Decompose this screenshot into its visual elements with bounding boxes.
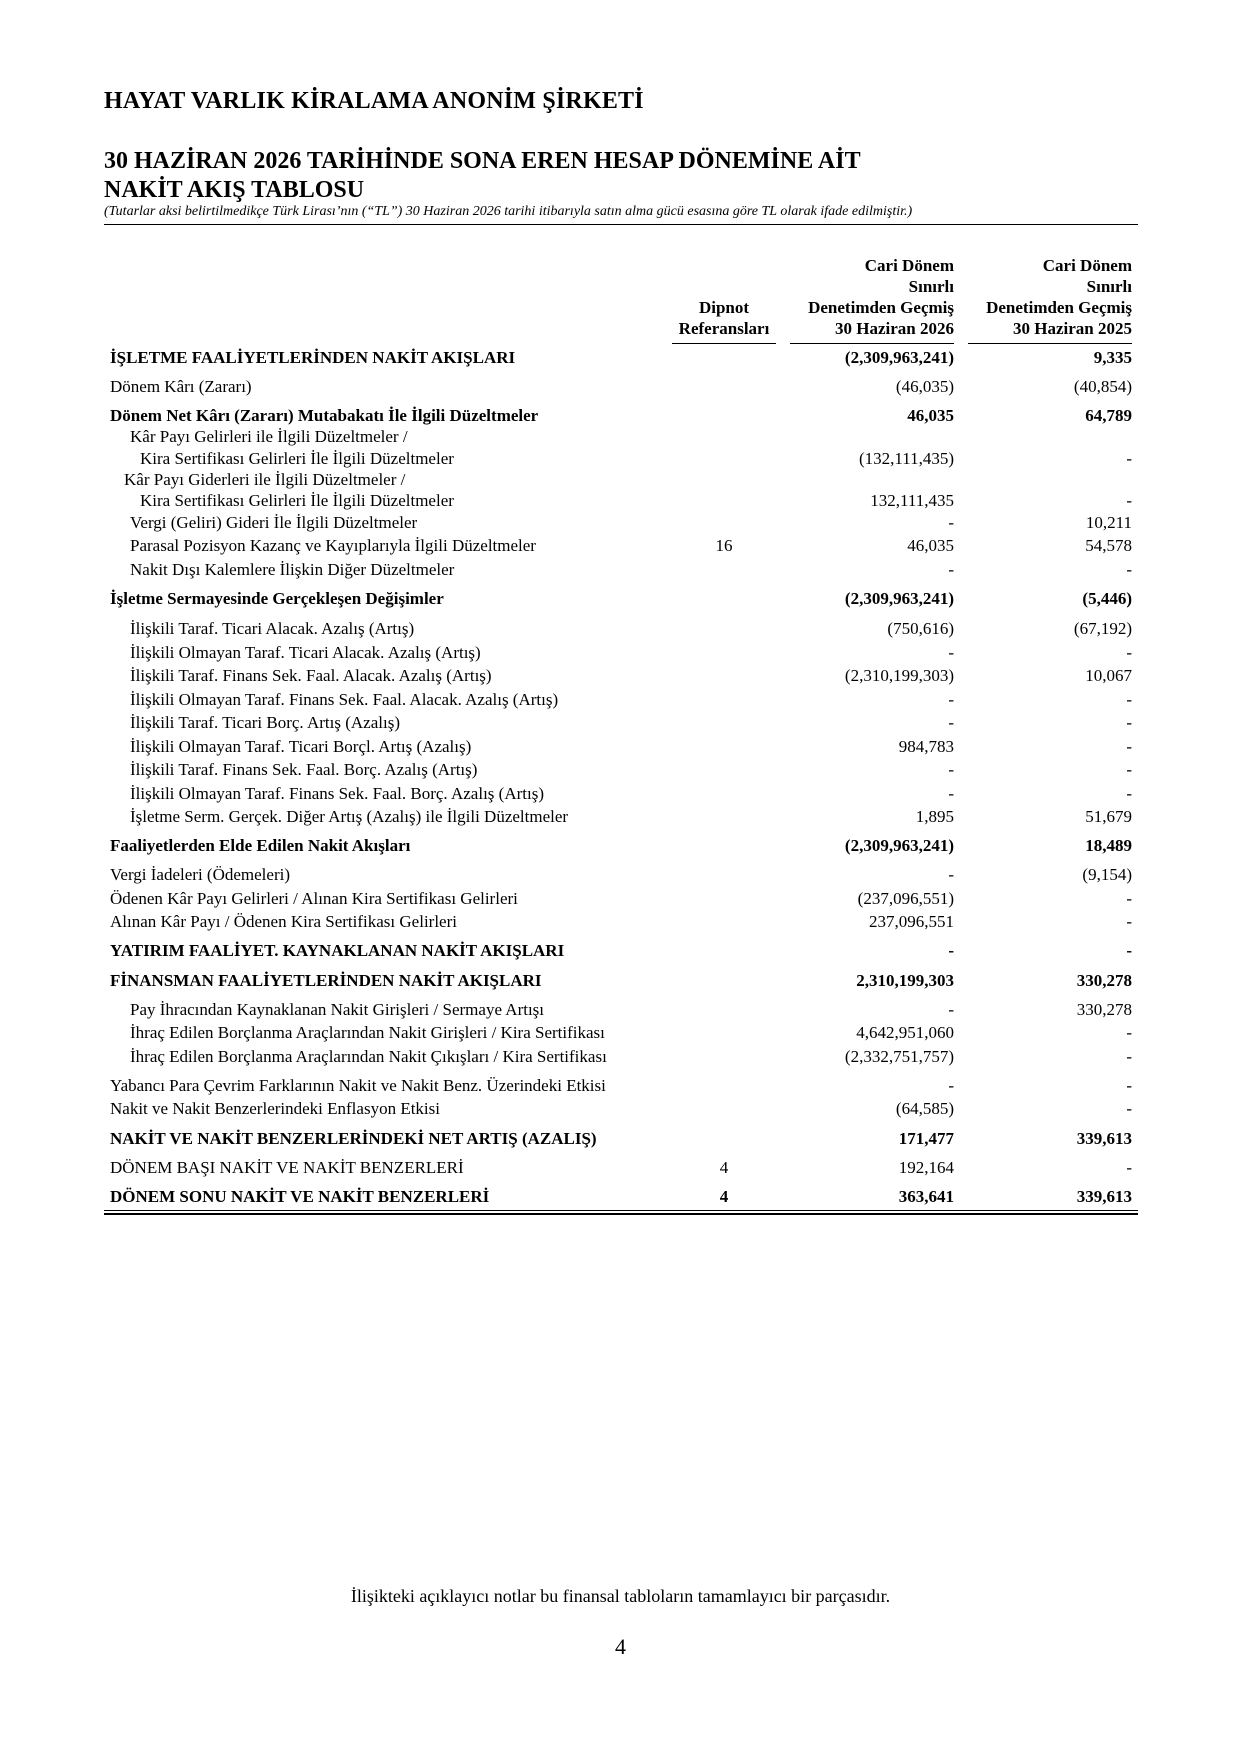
row-value-2025: 339,613: [1076, 1187, 1132, 1206]
row-value-2026: (2,309,963,241): [844, 348, 954, 367]
row-label: Pay İhracından Kaynaklanan Nakit Girişleri / Sermaye Artışı: [130, 1000, 545, 1019]
row-value-2025: -: [1126, 889, 1132, 908]
row-value-2026: -: [948, 513, 954, 532]
row-label: Yabancı Para Çevrim Farklarının Nakit ve Nakit Benz. Üzerindeki Etkisi: [110, 1076, 606, 1095]
row-label: İlişkili Olmayan Taraf. Finans Sek. Faal. Borç. Azalış (Artış): [130, 784, 544, 803]
row-label: İlişkili Taraf. Finans Sek. Faal. Alacak. Azalış (Artış): [130, 666, 492, 685]
row-value-2026: (750,616): [887, 619, 954, 638]
row-label: Kâr Payı Giderleri ile İlgili Düzeltmeler /: [124, 470, 406, 489]
table-row: [0, 1186, 1241, 1208]
table-row: [0, 448, 1241, 470]
row-label: Alınan Kâr Payı / Ödenen Kira Sertifikası Gelirleri: [110, 912, 457, 931]
table-row: [0, 970, 1241, 992]
column-header-underline: [790, 343, 954, 344]
row-value-2026: -: [948, 690, 954, 709]
table-row: [0, 940, 1241, 962]
row-label: Nakit ve Nakit Benzerlerindeki Enflasyon Etkisi: [110, 1099, 440, 1118]
column-header-underline: [672, 343, 776, 344]
table-row: [0, 1128, 1241, 1150]
table-row: [0, 588, 1241, 610]
company-name: HAYAT VARLIK KİRALAMA ANONİM ŞİRKETİ: [104, 88, 644, 114]
row-label: İlişkili Olmayan Taraf. Ticari Borçl. Artış (Azalış): [130, 737, 472, 756]
row-label: İlişkili Taraf. Ticari Borç. Artış (Azalış): [130, 713, 400, 732]
row-value-2025: -: [1126, 713, 1132, 732]
table-row: [0, 665, 1241, 687]
table-row: [0, 736, 1241, 758]
table-row: [0, 835, 1241, 857]
table-row: [0, 783, 1241, 805]
row-value-2025: -: [1126, 784, 1132, 803]
row-value-2025: -: [1126, 1158, 1132, 1177]
row-value-2025: -: [1126, 1076, 1132, 1095]
row-value-2025: 339,613: [1076, 1129, 1132, 1148]
row-value-2025: 10,211: [1085, 513, 1132, 532]
table-row: [0, 1098, 1241, 1120]
row-ref: 16: [715, 536, 733, 555]
row-value-2025: 9,335: [1093, 348, 1132, 367]
row-value-2026: 1,895: [915, 807, 954, 826]
statement-title-line2: NAKİT AKIŞ TABLOSU: [104, 177, 365, 203]
row-label: Ödenen Kâr Payı Gelirleri / Alınan Kira Sertifikası Gelirleri: [110, 889, 518, 908]
table-row: [0, 911, 1241, 933]
row-value-2025: -: [1126, 912, 1132, 931]
row-value-2025: -: [1126, 690, 1132, 709]
row-value-2026: -: [948, 784, 954, 803]
row-value-2025: 10,067: [1085, 666, 1132, 685]
row-value-2025: -: [1126, 1099, 1132, 1118]
row-value-2026: -: [948, 941, 954, 960]
row-value-2026: 2,310,199,303: [856, 971, 954, 990]
statement-title-line1: 30 HAZİRAN 2026 TARİHİNDE SONA EREN HESAP DÖNEMİNE AİT: [104, 148, 861, 174]
table-row: [0, 1075, 1241, 1097]
row-value-2025: (9,154): [1082, 865, 1132, 884]
table-row: [0, 1022, 1241, 1044]
table-row: [0, 376, 1241, 398]
row-value-2026: (2,332,751,757): [844, 1047, 954, 1066]
row-value-2026: (2,309,963,241): [844, 589, 954, 608]
column-header-text: Cari Dönem: [864, 256, 954, 275]
row-value-2026: (64,585): [895, 1099, 954, 1118]
table-row: [0, 689, 1241, 711]
row-label: Vergi İadeleri (Ödemeleri): [110, 865, 290, 884]
column-header-2026: [780, 255, 954, 339]
row-value-2026: (132,111,435): [858, 449, 954, 468]
row-label: Dönem Net Kârı (Zararı) Mutabakatı İle İlgili Düzeltmeler: [110, 406, 539, 425]
column-header-text: Sınırlı: [908, 277, 954, 296]
column-header-text: 30 Haziran 2025: [1013, 319, 1132, 338]
row-label: FİNANSMAN FAALİYETLERİNDEN NAKİT AKIŞLARI: [110, 971, 542, 990]
row-ref: 4: [719, 1158, 729, 1177]
column-header-text: Sınırlı: [1086, 277, 1132, 296]
table-row: [0, 469, 1241, 491]
row-value-2025: -: [1126, 941, 1132, 960]
row-value-2025: 18,489: [1085, 836, 1132, 855]
row-value-2025: (40,854): [1073, 377, 1132, 396]
table-row: [0, 1157, 1241, 1179]
row-ref: 4: [719, 1187, 729, 1206]
row-value-2026: -: [948, 760, 954, 779]
table-row: [0, 759, 1241, 781]
row-value-2026: 984,783: [898, 737, 954, 756]
row-label: İlişkili Olmayan Taraf. Ticari Alacak. Azalış (Artış): [130, 643, 481, 662]
row-value-2025: -: [1126, 560, 1132, 579]
row-value-2025: -: [1126, 449, 1132, 468]
row-value-2026: -: [948, 560, 954, 579]
row-value-2025: -: [1126, 760, 1132, 779]
table-row: [0, 806, 1241, 828]
table-row: [0, 712, 1241, 734]
row-value-2026: 171,477: [898, 1129, 954, 1148]
table-row: [0, 405, 1241, 427]
table-row: [0, 535, 1241, 557]
row-value-2026: 237,096,551: [869, 912, 954, 931]
row-label: NAKİT VE NAKİT BENZERLERİNDEKİ NET ARTIŞ (AZALIŞ): [110, 1129, 597, 1148]
row-value-2026: 46,035: [907, 406, 954, 425]
row-value-2025: -: [1126, 643, 1132, 662]
row-value-2025: -: [1126, 1047, 1132, 1066]
column-header-2025: [960, 255, 1132, 339]
row-value-2026: 46,035: [907, 536, 954, 555]
row-value-2025: 51,679: [1085, 807, 1132, 826]
row-label: İŞLETME FAALİYETLERİNDEN NAKİT AKIŞLARI: [110, 348, 516, 367]
currency-note: (Tutarlar aksi belirtilmedikçe Türk Lirası’nın (“TL”) 30 Haziran 2026 tarihi itibarıyla satın alma gücü esasına göre TL olarak ifade edilmiştir.): [104, 204, 913, 219]
column-header-text: Denetimden Geçmiş: [808, 298, 954, 317]
row-label: YATIRIM FAALİYET. KAYNAKLANAN NAKİT AKIŞLARI: [110, 941, 565, 960]
row-value-2025: 54,578: [1085, 536, 1132, 555]
row-label: İlişkili Taraf. Ticari Alacak. Azalış (Artış): [130, 619, 415, 638]
row-label: İşletme Sermayesinde Gerçekleşen Değişimler: [110, 589, 444, 608]
row-value-2026: 4,642,951,060: [856, 1023, 954, 1042]
column-header-text: Dipnot: [698, 298, 750, 317]
row-label: Kira Sertifikası Gelirleri İle İlgili Düzeltmeler: [140, 449, 454, 468]
row-value-2025: (5,446): [1082, 589, 1132, 608]
header-divider: [104, 224, 1138, 225]
row-value-2026: 363,641: [898, 1187, 954, 1206]
row-value-2026: (237,096,551): [857, 889, 954, 908]
row-value-2026: -: [948, 1076, 954, 1095]
column-header-dipnot: [672, 297, 776, 339]
column-header-text: 30 Haziran 2026: [835, 319, 954, 338]
row-label: Kira Sertifikası Gelirleri İle İlgili Düzeltmeler: [140, 491, 454, 510]
row-label: Dönem Kârı (Zararı): [110, 377, 252, 396]
footer-note: İlişikteki açıklayıcı notlar bu finansal tabloların tamamlayıcı bir parçasıdır.: [350, 1586, 891, 1606]
row-label: İlişkili Taraf. Finans Sek. Faal. Borç. Azalış (Artış): [130, 760, 478, 779]
row-label: Vergi (Geliri) Gideri İle İlgili Düzeltmeler: [130, 513, 418, 532]
table-bottom-rule: [104, 1213, 1138, 1215]
table-row: [0, 426, 1241, 448]
table-row: [0, 888, 1241, 910]
row-value-2025: 64,789: [1085, 406, 1132, 425]
row-label: İşletme Serm. Gerçek. Diğer Artış (Azalış) ile İlgili Düzeltmeler: [130, 807, 569, 826]
row-value-2026: (2,310,199,303): [844, 666, 954, 685]
row-value-2025: -: [1126, 1023, 1132, 1042]
row-value-2026: -: [948, 713, 954, 732]
row-value-2026: (46,035): [895, 377, 954, 396]
table-row: [0, 490, 1241, 512]
row-value-2026: -: [948, 1000, 954, 1019]
column-header-text: Denetimden Geçmiş: [986, 298, 1132, 317]
row-label: Kâr Payı Gelirleri ile İlgili Düzeltmeler /: [130, 427, 408, 446]
row-value-2026: -: [948, 865, 954, 884]
table-row: [0, 618, 1241, 640]
table-row: [0, 559, 1241, 581]
row-label: İhraç Edilen Borçlanma Araçlarından Nakit Çıkışları / Kira Sertifikası: [130, 1047, 607, 1066]
row-label: Nakit Dışı Kalemlere İlişkin Diğer Düzeltmeler: [130, 560, 455, 579]
row-value-2026: 192,164: [898, 1158, 954, 1177]
row-value-2026: -: [948, 643, 954, 662]
row-label: Parasal Pozisyon Kazanç ve Kayıplarıyla İlgili Düzeltmeler: [130, 536, 536, 555]
row-value-2026: 132,111,435: [870, 491, 954, 510]
row-value-2025: -: [1126, 491, 1132, 510]
table-row: [0, 512, 1241, 534]
page-number: 4: [615, 1634, 626, 1659]
table-row: [0, 347, 1241, 369]
row-value-2026: (2,309,963,241): [844, 836, 954, 855]
column-header-underline: [968, 343, 1132, 344]
column-header-text: Cari Dönem: [1042, 256, 1132, 275]
table-row: [0, 864, 1241, 886]
table-bottom-rule: [104, 1210, 1138, 1211]
row-label: DÖNEM SONU NAKİT VE NAKİT BENZERLERİ: [110, 1187, 490, 1206]
row-label: İlişkili Olmayan Taraf. Finans Sek. Faal. Alacak. Azalış (Artış): [130, 690, 559, 709]
row-value-2025: (67,192): [1073, 619, 1132, 638]
row-value-2025: -: [1126, 737, 1132, 756]
column-header-text: Referansları: [678, 319, 770, 338]
row-value-2025: 330,278: [1076, 1000, 1132, 1019]
row-value-2025: 330,278: [1076, 971, 1132, 990]
table-row: [0, 999, 1241, 1021]
table-row: [0, 642, 1241, 664]
row-label: DÖNEM BAŞI NAKİT VE NAKİT BENZERLERİ: [110, 1158, 464, 1177]
table-row: [0, 1046, 1241, 1068]
row-label: İhraç Edilen Borçlanma Araçlarından Nakit Girişleri / Kira Sertifikası: [130, 1023, 605, 1042]
row-label: Faaliyetlerden Elde Edilen Nakit Akışları: [110, 836, 411, 855]
